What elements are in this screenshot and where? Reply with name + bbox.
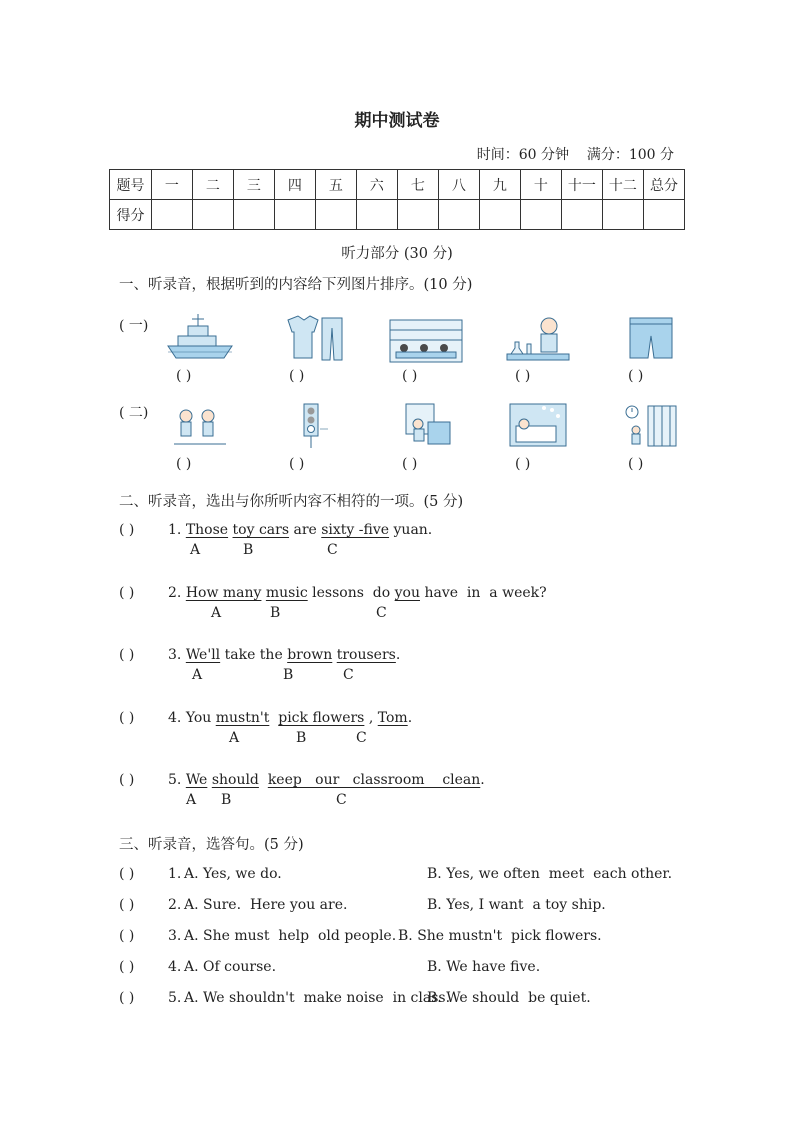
question-number: 1. xyxy=(168,522,186,538)
option-letter-a: A xyxy=(186,792,197,808)
section2-title: 二、听录音，选出与你所听内容不相符的一项。(5 分) xyxy=(119,494,464,510)
sentence xyxy=(168,647,400,663)
score-cell[interactable] xyxy=(479,200,520,230)
sentence-text: take the xyxy=(220,647,288,663)
full-score: 满分：100 分 xyxy=(586,147,674,163)
option-letter-b: B xyxy=(221,792,232,808)
option-a: A. Yes, we do. xyxy=(184,866,282,882)
sentence-text: are xyxy=(289,522,322,538)
option-letter-b: B xyxy=(270,605,281,621)
answer-paren[interactable]: ( ) xyxy=(515,456,531,472)
option-a: A. She must help old people. xyxy=(184,928,397,944)
score-table-header-cell: 十一 xyxy=(561,170,602,200)
answer-paren[interactable]: ( ) xyxy=(119,522,135,538)
sentence-text: lessons do xyxy=(307,585,395,601)
underlined-part: mustn't xyxy=(215,710,270,726)
answer-paren[interactable]: ( ) xyxy=(289,456,305,472)
score-cell[interactable] xyxy=(397,200,438,230)
answer-paren[interactable]: ( ) xyxy=(119,647,135,663)
sentence-text: yuan. xyxy=(389,522,433,538)
page-title: 期中测试卷 xyxy=(354,111,440,131)
score-cell[interactable] xyxy=(315,200,356,230)
score-row-label: 得分 xyxy=(110,200,152,230)
option-a: A. We shouldn't make noise in class. xyxy=(184,990,451,1006)
score-table-header-cell: 七 xyxy=(397,170,438,200)
option-letter-a: A xyxy=(190,542,201,558)
sentence xyxy=(168,585,547,601)
underlined-part: We xyxy=(185,772,208,788)
sleeping-child-picture xyxy=(508,402,568,448)
option-letter-b: B xyxy=(296,730,307,746)
question-number: 5. xyxy=(168,990,182,1006)
score-table-header-cell: 八 xyxy=(438,170,479,200)
underlined-part: How many xyxy=(185,585,262,601)
answer-paren[interactable]: ( ) xyxy=(289,368,305,384)
answer-paren[interactable]: ( ) xyxy=(628,456,644,472)
score-cell[interactable] xyxy=(233,200,274,230)
score-table-header-cell: 九 xyxy=(479,170,520,200)
sentence-text xyxy=(259,772,268,788)
option-letter-a: A xyxy=(192,667,203,683)
time-limit: 时间：60 分钟 xyxy=(476,147,570,163)
pajamas-picture xyxy=(284,314,346,362)
option-letter-b: B xyxy=(243,542,254,558)
answer-paren[interactable]: ( ) xyxy=(119,959,135,975)
score-cell[interactable] xyxy=(192,200,233,230)
underlined-part: Those xyxy=(185,522,229,538)
score-cell[interactable] xyxy=(561,200,602,230)
option-b: B. She mustn't pick flowers. xyxy=(398,928,602,944)
sentence xyxy=(168,522,432,538)
exam-meta xyxy=(477,144,674,164)
answer-paren[interactable]: ( ) xyxy=(402,368,418,384)
score-cell[interactable] xyxy=(151,200,192,230)
option-letter-c: C xyxy=(356,730,367,746)
underlined-part: music xyxy=(265,585,308,601)
score-table-header-cell: 四 xyxy=(274,170,315,200)
answer-paren[interactable]: ( ) xyxy=(119,928,135,944)
option-letter-a: A xyxy=(211,605,222,621)
question-number: 3. xyxy=(168,647,186,663)
sentence-text xyxy=(269,710,278,726)
score-cell[interactable] xyxy=(356,200,397,230)
score-cell[interactable] xyxy=(520,200,561,230)
answer-paren[interactable]: ( ) xyxy=(119,710,135,726)
option-letter-c: C xyxy=(327,542,338,558)
section1-title: 一、听录音，根据听到的内容给下列图片排序。(10 分) xyxy=(119,277,473,293)
score-table-header-cell: 六 xyxy=(356,170,397,200)
option-letter-c: C xyxy=(336,792,347,808)
score-table-header-cell: 二 xyxy=(192,170,233,200)
hallway-clock-picture xyxy=(622,402,678,448)
score-cell[interactable] xyxy=(438,200,479,230)
library-classroom-picture xyxy=(388,318,464,364)
sentence xyxy=(168,710,412,726)
score-table xyxy=(109,169,685,230)
answer-paren[interactable]: ( ) xyxy=(119,990,135,1006)
underlined-part: pick flowers xyxy=(278,710,365,726)
underlined-part: Tom xyxy=(377,710,408,726)
score-table-header-row xyxy=(110,170,685,200)
score-cell[interactable] xyxy=(602,200,643,230)
scientist-lab-picture xyxy=(505,314,571,364)
question-number: 4. xyxy=(168,959,182,975)
question-number: 2. xyxy=(168,585,186,601)
score-table-score-row xyxy=(110,200,685,230)
option-letter-b: B xyxy=(283,667,294,683)
underlined-part: you xyxy=(394,585,420,601)
option-b: B. We should be quiet. xyxy=(427,990,591,1006)
score-cell[interactable] xyxy=(643,200,684,230)
option-letter-c: C xyxy=(343,667,354,683)
question-number: 1. xyxy=(168,866,182,882)
toy-ship-picture xyxy=(164,312,236,364)
kids-playing-picture xyxy=(172,406,228,450)
question-number: 3. xyxy=(168,928,182,944)
score-table-header-cell: 三 xyxy=(233,170,274,200)
answer-paren[interactable]: ( ) xyxy=(119,897,135,913)
group2-label: ( 二) xyxy=(119,405,149,421)
sentence-text: . xyxy=(395,647,401,663)
score-table-header-cell: 十 xyxy=(520,170,561,200)
answer-paren[interactable]: ( ) xyxy=(119,585,135,601)
sentence-text: have in a week? xyxy=(420,585,547,601)
sentence xyxy=(168,772,485,788)
answer-paren[interactable]: ( ) xyxy=(176,456,192,472)
group1-label: ( 一) xyxy=(119,318,149,334)
option-b: B. We have five. xyxy=(427,959,541,975)
question-number: 5. xyxy=(168,772,186,788)
option-a: A. Of course. xyxy=(184,959,277,975)
score-cell[interactable] xyxy=(274,200,315,230)
option-letter-c: C xyxy=(376,605,387,621)
option-b: B. Yes, I want a toy ship. xyxy=(427,897,606,913)
underlined-part: trousers xyxy=(336,647,396,663)
answer-paren[interactable]: ( ) xyxy=(176,368,192,384)
score-table-header-label: 题号 xyxy=(110,170,152,200)
sentence-text: . xyxy=(480,772,485,788)
score-table-header-cell: 十二 xyxy=(602,170,643,200)
score-table-header-cell: 一 xyxy=(151,170,192,200)
question-number: 4. xyxy=(168,710,186,726)
underlined-part: sixty -five xyxy=(321,522,390,538)
sentence-text: , xyxy=(364,710,378,726)
underlined-part: should xyxy=(211,772,259,788)
sentence-text: You xyxy=(185,710,216,726)
answer-paren[interactable]: ( ) xyxy=(119,866,135,882)
answer-paren[interactable]: ( ) xyxy=(515,368,531,384)
shorts-picture xyxy=(626,314,676,362)
traffic-light-picture xyxy=(296,402,336,450)
reading-window-picture xyxy=(404,402,454,448)
answer-paren[interactable]: ( ) xyxy=(628,368,644,384)
underlined-part: We'll xyxy=(185,647,221,663)
answer-paren[interactable]: ( ) xyxy=(119,772,135,788)
option-a: A. Sure. Here you are. xyxy=(184,897,348,913)
underlined-part: keep our classroom clean xyxy=(267,772,481,788)
answer-paren[interactable]: ( ) xyxy=(402,456,418,472)
option-b: B. Yes, we often meet each other. xyxy=(427,866,673,882)
listening-header: 听力部分 (30 分) xyxy=(341,246,453,262)
option-letter-a: A xyxy=(229,730,240,746)
sentence-text: . xyxy=(407,710,413,726)
section3-title: 三、听录音，选答句。(5 分) xyxy=(119,837,304,853)
underlined-part: brown xyxy=(287,647,333,663)
score-table-header-cell: 五 xyxy=(315,170,356,200)
question-number: 2. xyxy=(168,897,182,913)
underlined-part: toy cars xyxy=(232,522,290,538)
score-table-header-cell: 总分 xyxy=(643,170,684,200)
